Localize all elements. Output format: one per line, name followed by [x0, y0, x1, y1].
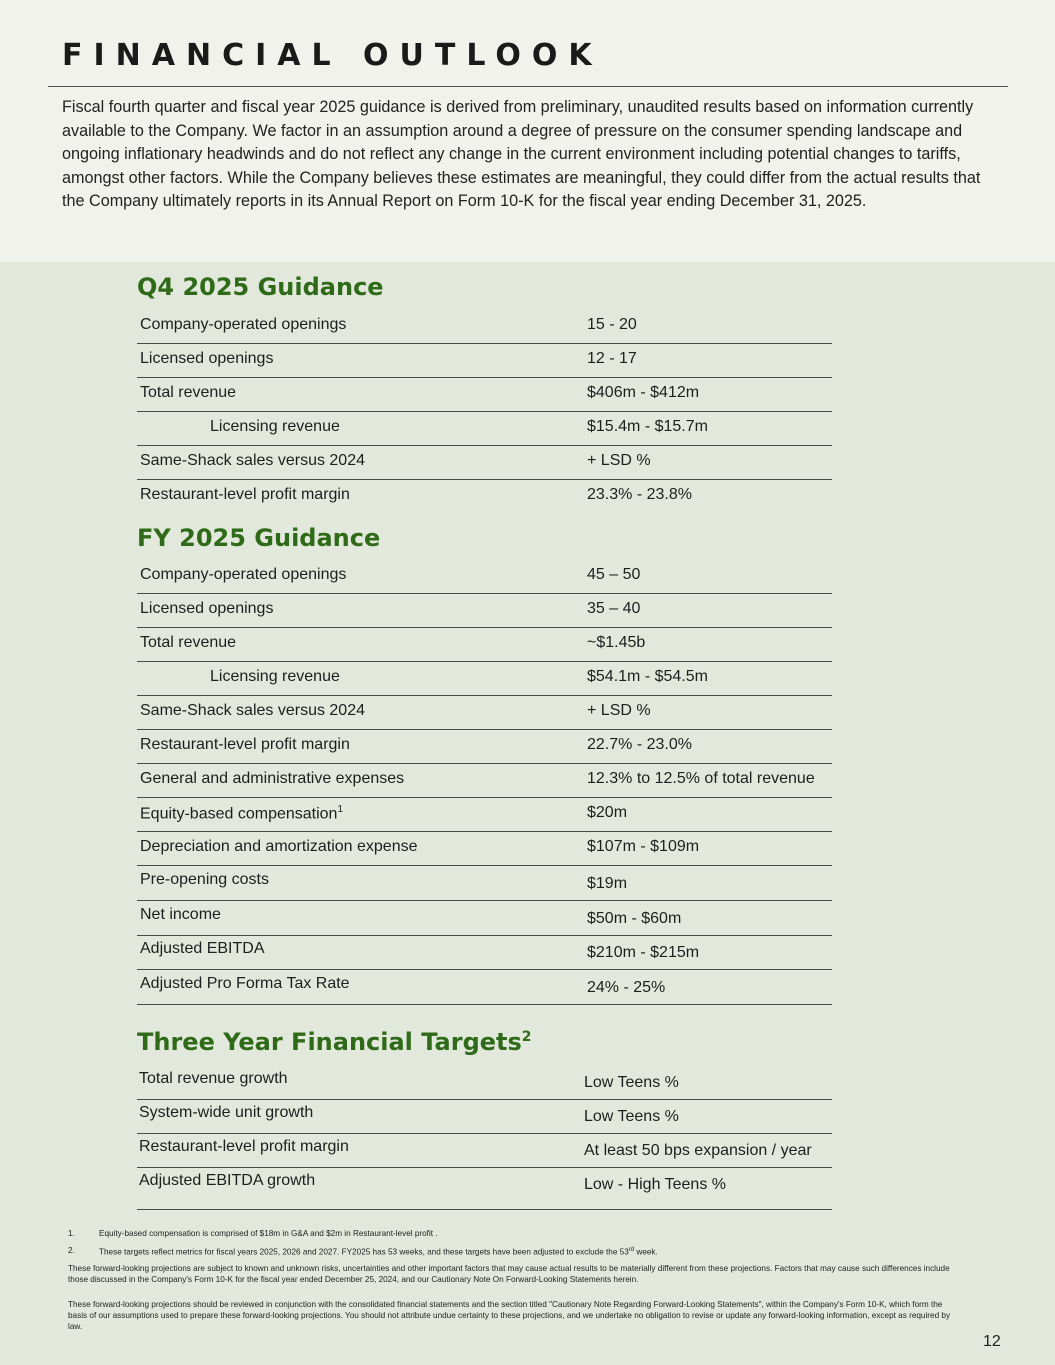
row-label: Same-Shack sales versus 2024 — [140, 702, 365, 719]
row-label: Adjusted EBITDA — [140, 940, 265, 957]
row-label: Adjusted EBITDA growth — [139, 1172, 316, 1189]
q4-row — [137, 310, 832, 344]
fy-row — [137, 867, 832, 901]
row-value: $54.1m - $54.5m — [587, 668, 708, 685]
row-value: 12.3% to 12.5% of total revenue — [587, 770, 815, 787]
row-label: Company-operated openings — [140, 316, 347, 333]
row-label: Licensing revenue — [210, 668, 340, 685]
page-number: 12 — [983, 1333, 1001, 1350]
fy-row — [137, 798, 832, 832]
row-value: 24% - 25% — [587, 979, 666, 996]
row-label: Net income — [140, 906, 221, 923]
row-value: $107m - $109m — [587, 838, 700, 855]
q4-guidance-heading: Q4 2025 Guidance — [137, 273, 384, 301]
fy-row — [137, 662, 832, 696]
fy-row — [137, 936, 832, 970]
row-label: Total revenue growth — [139, 1070, 288, 1087]
footnote-text-a: These targets reflect metrics for fiscal years 2025, 2026 and 2027. FY2025 has 53 weeks, and these targets have been adjusted to exclude the 53 — [99, 1247, 629, 1257]
row-label-text: Equity-based compensation — [140, 805, 338, 823]
row-label: Company-operated openings — [140, 566, 347, 583]
row-label: Licensed openings — [140, 600, 274, 617]
row-value: 35 – 40 — [587, 600, 641, 617]
row-value: 23.3% - 23.8% — [587, 486, 692, 503]
row-value: $406m - $412m — [587, 384, 700, 401]
row-value: $20m — [587, 804, 628, 821]
footnote-number: 2. — [68, 1246, 75, 1255]
row-label: Pre-opening costs — [140, 871, 269, 888]
disclaimer-2: These forward-looking projections should be reviewed in conjunction with the consolidated financial statements and the section titled "Cautionary Note Regarding Forward-Looking Statements", within the Company's Form 10-K, which form the basis of our assumptions used to prepare these forward-looking projections. You should not attribute undue certainty to these projections, and we undertake no obligation to revise or update any forward-looking information, except as required by law. — [68, 1300, 951, 1331]
fy-row — [137, 628, 832, 662]
targets-row — [137, 1134, 832, 1168]
row-value: At least 50 bps expansion / year — [584, 1142, 812, 1159]
targets-heading — [137, 1028, 532, 1056]
row-label — [140, 804, 343, 823]
disclaimer-1: These forward-looking projections are subject to known and unknown risks, uncertainties and other important factors that may cause actual results to be materially different from these projections. Factors that may cause such differences include those discussed in the Company's Form 10-K for the fiscal year ended December 25, 2024, and our Cautionary Note On Forward-Looking Statements herein. — [68, 1264, 950, 1284]
row-value: ~$1.45b — [587, 634, 646, 651]
row-label: Restaurant-level profit margin — [140, 486, 350, 503]
row-value: Low Teens % — [584, 1074, 679, 1091]
fy-guidance-heading: FY 2025 Guidance — [137, 524, 381, 552]
footnote-number: 1. — [68, 1229, 75, 1238]
row-value: + LSD % — [587, 452, 651, 469]
fy-row — [137, 730, 832, 764]
footnote-ref: 2 — [521, 1029, 532, 1045]
row-value: $15.4m - $15.7m — [587, 418, 708, 435]
footnote-text — [99, 1245, 658, 1258]
targets-row — [137, 1168, 832, 1210]
fy-row — [137, 902, 832, 936]
row-value: 12 - 17 — [587, 350, 637, 367]
title-divider — [48, 86, 1008, 87]
targets-heading-text: Three Year Financial Targets — [137, 1028, 522, 1056]
fy-row — [137, 594, 832, 628]
intro-paragraph: Fiscal fourth quarter and fiscal year 2025 guidance is derived from preliminary, unaudited results based on information currently available to the Company. We factor in an assumption around a degree of pressure on the consumer spending landscape and ongoing inflationary headwinds and do not reflect any change in the current environment including potential changes to tariffs, amongst other factors. While the Company believes these estimates are meaningful, they could differ from the actual results that the Company ultimately reports in its Annual Report on Form 10-K for the fiscal year ending December 31, 2025. — [62, 98, 981, 211]
fy-row — [137, 764, 832, 798]
q4-row — [137, 344, 832, 378]
footnote-ref: 1 — [337, 804, 344, 815]
targets-row — [137, 1066, 832, 1100]
footnote-sup: rd — [628, 1247, 635, 1253]
q4-row — [137, 412, 832, 446]
row-label: Adjusted Pro Forma Tax Rate — [140, 975, 350, 992]
q4-row — [137, 480, 832, 514]
fy-row — [137, 696, 832, 730]
footnote-text-b: week. — [634, 1247, 658, 1257]
row-label: Same-Shack sales versus 2024 — [140, 452, 365, 469]
row-label: Total revenue — [140, 384, 237, 401]
row-value: Low Teens % — [584, 1108, 679, 1125]
fy-row — [137, 832, 832, 866]
row-value: $19m — [587, 875, 628, 892]
row-label: Licensing revenue — [210, 418, 340, 435]
row-value: + LSD % — [587, 702, 651, 719]
q4-row — [137, 446, 832, 480]
footnote-2 — [68, 1245, 958, 1257]
row-label: Restaurant-level profit margin — [139, 1138, 349, 1155]
row-label: Depreciation and amortization expense — [140, 838, 418, 855]
row-label: Licensed openings — [140, 350, 274, 367]
page-title: FINANCIAL OUTLOOK — [62, 38, 603, 73]
row-value: Low - High Teens % — [584, 1176, 726, 1193]
row-label: General and administrative expenses — [140, 770, 405, 787]
footnote-text: Equity-based compensation is comprised of $18m in G&A and $2m in Restaurant-level profit . — [99, 1229, 438, 1238]
targets-row — [137, 1100, 832, 1134]
row-value: $210m - $215m — [587, 944, 700, 961]
row-value: 22.7% - 23.0% — [587, 736, 692, 753]
row-value: $50m - $60m — [587, 910, 682, 927]
row-label: Total revenue — [140, 634, 237, 651]
q4-row — [137, 378, 832, 412]
row-label: Restaurant-level profit margin — [140, 736, 350, 753]
fy-row — [137, 560, 832, 594]
row-label: System-wide unit growth — [139, 1104, 314, 1121]
row-value: 45 – 50 — [587, 566, 641, 583]
fy-row — [137, 971, 832, 1005]
footnote-1 — [68, 1228, 958, 1240]
row-value: 15 - 20 — [587, 316, 637, 333]
